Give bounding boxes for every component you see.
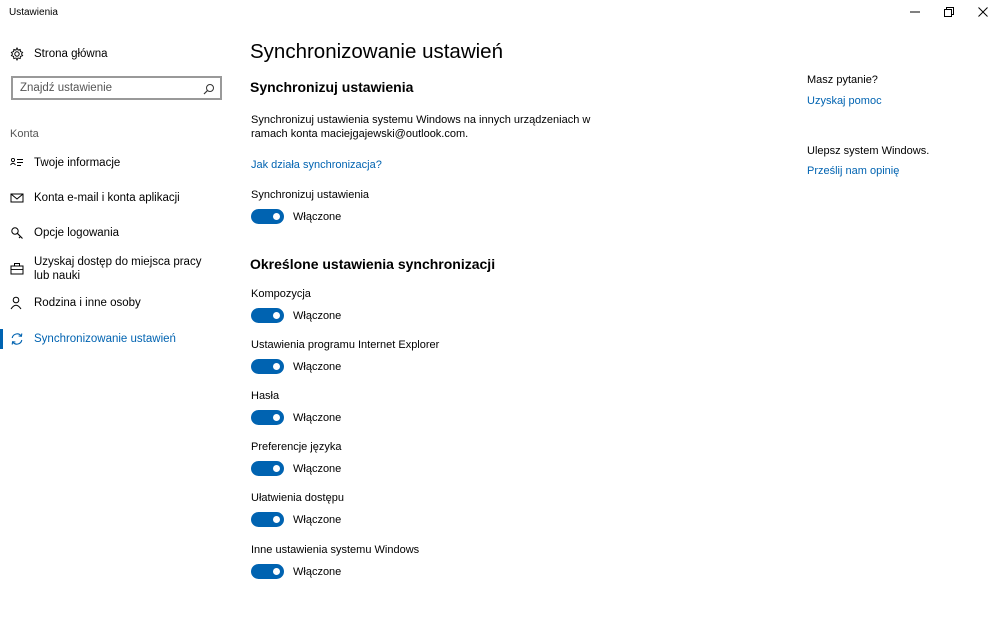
- toggle-knob: [273, 516, 280, 523]
- question-text: Masz pytanie?: [807, 74, 878, 86]
- sidebar-item-email-accounts[interactable]: [10, 191, 225, 205]
- how-sync-works-link[interactable]: Jak działa synchronizacja?: [251, 159, 382, 171]
- sync-description: Synchronizuj ustawienia systemu Windows na innych urządzeniach w ramach konta maciejgajewski@outlook.com.: [251, 114, 591, 140]
- page-title: Synchronizowanie ustawień: [250, 40, 503, 63]
- toggle-state: Włączone: [293, 411, 342, 424]
- setting-label-accessibility: Ułatwienia dostępu: [251, 492, 344, 504]
- internet-explorer-toggle[interactable]: [251, 359, 284, 374]
- language-toggle[interactable]: [251, 461, 284, 476]
- minimize-button[interactable]: [898, 0, 932, 24]
- sidebar-item-label: Uzyskaj dostęp do miejsca pracy lub nauki: [34, 256, 202, 282]
- toggle-knob: [273, 465, 280, 472]
- toggle-row-master: [251, 209, 341, 224]
- search-box[interactable]: [11, 76, 222, 100]
- sidebar-item-label: Strona główna: [34, 48, 108, 60]
- toggle-state: Włączone: [293, 210, 342, 223]
- minimize-icon: [910, 7, 920, 17]
- section-label-accounts: Konta: [10, 128, 39, 140]
- sync-heading: Synchronizuj ustawienia: [250, 79, 414, 95]
- theme-toggle[interactable]: [251, 308, 284, 323]
- setting-label-theme: Kompozycja: [251, 288, 311, 300]
- app-title: Ustawienia: [9, 7, 58, 18]
- sync-icon: [10, 332, 24, 346]
- sidebar-item-label: Konta e-mail i konta aplikacji: [34, 192, 180, 204]
- search-icon[interactable]: [203, 82, 215, 100]
- toggle-state: Włączone: [293, 513, 342, 526]
- toggle-knob: [273, 312, 280, 319]
- setting-label-other-windows: Inne ustawienia systemu Windows: [251, 544, 420, 556]
- close-button[interactable]: [966, 0, 1000, 24]
- sidebar-item-work-access[interactable]: [10, 255, 225, 283]
- toggle-row-theme: [251, 308, 341, 323]
- sidebar-item-label: Rodzina i inne osoby: [34, 297, 141, 309]
- setting-label-passwords: Hasła: [251, 390, 280, 402]
- toggle-state: Włączone: [293, 309, 342, 322]
- setting-label-ie: Ustawienia programu Internet Explorer: [251, 339, 440, 351]
- accessibility-toggle[interactable]: [251, 512, 284, 527]
- sidebar-item-label: Synchronizowanie ustawień: [34, 333, 176, 345]
- other-windows-settings-toggle[interactable]: [251, 564, 284, 579]
- sidebar-item-your-info[interactable]: [10, 156, 225, 170]
- sidebar: [0, 26, 232, 637]
- search-input[interactable]: [13, 79, 198, 97]
- toggle-row-accessibility: [251, 512, 341, 527]
- active-indicator: [0, 329, 3, 349]
- sync-master-toggle[interactable]: [251, 209, 284, 224]
- briefcase-icon: [10, 262, 24, 276]
- sidebar-item-home[interactable]: [10, 44, 108, 64]
- toggle-state: Włączone: [293, 565, 342, 578]
- sidebar-item-sign-in-options[interactable]: [10, 226, 225, 240]
- sidebar-item-label: Twoje informacje: [34, 157, 121, 169]
- toggle-knob: [273, 363, 280, 370]
- toggle-row-language: [251, 461, 341, 476]
- send-feedback-link[interactable]: Prześlij nam opinię: [807, 165, 900, 177]
- improve-windows-text: Ulepsz system Windows.: [807, 145, 930, 157]
- toggle-row-other-windows: [251, 564, 341, 579]
- key-icon: [10, 226, 24, 240]
- sidebar-item-family[interactable]: [10, 296, 225, 310]
- sidebar-item-sync-settings[interactable]: [10, 332, 225, 346]
- person-card-icon: [10, 156, 24, 170]
- toggle-row-ie: [251, 359, 341, 374]
- specific-sync-heading: Określone ustawienia synchronizacji: [250, 256, 496, 272]
- person-icon: [10, 296, 24, 310]
- close-icon: [978, 7, 988, 17]
- restore-icon: [944, 7, 954, 17]
- setting-label-language: Preferencje języka: [251, 441, 342, 453]
- toggle-knob: [273, 414, 280, 421]
- get-help-link[interactable]: Uzyskaj pomoc: [807, 95, 882, 107]
- toggle-knob: [273, 568, 280, 575]
- toggle-state: Włączone: [293, 360, 342, 373]
- passwords-toggle[interactable]: [251, 410, 284, 425]
- sidebar-item-label: Opcje logowania: [34, 227, 120, 239]
- toggle-knob: [273, 213, 280, 220]
- gear-icon: [10, 47, 24, 61]
- title-bar: [0, 0, 1000, 26]
- toggle-row-passwords: [251, 410, 341, 425]
- restore-button[interactable]: [932, 0, 966, 24]
- setting-label-master: Synchronizuj ustawienia: [251, 189, 370, 201]
- toggle-state: Włączone: [293, 462, 342, 475]
- mail-icon: [10, 191, 24, 205]
